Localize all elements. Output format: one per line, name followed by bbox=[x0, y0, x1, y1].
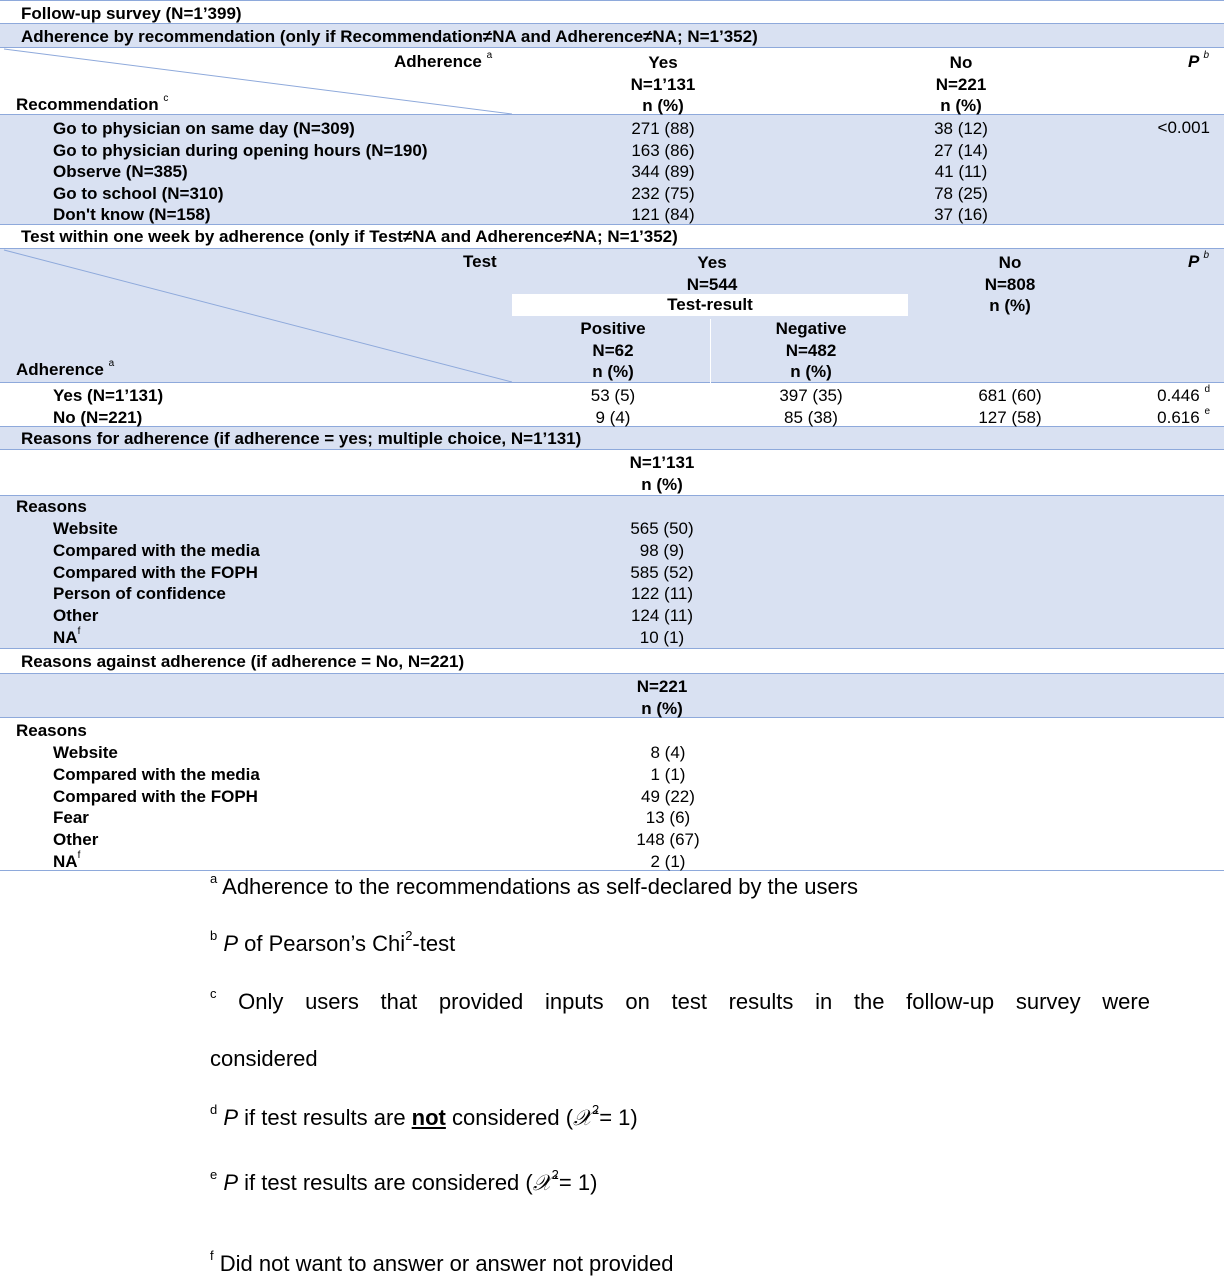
section2-positive-values bbox=[591, 385, 635, 428]
section1-heading: Adherence by recommendation (only if Recommendation≠NA and Adherence≠NA; N=1’352) bbox=[21, 27, 758, 46]
list-item: $NA^f$ bbox=[53, 850, 81, 871]
table-cell: 127 (58) bbox=[978, 407, 1042, 427]
section4-heading: Reasons against adherence (if adherence = No, N=221) bbox=[21, 652, 465, 671]
table-cell: 2 (1) bbox=[650, 851, 686, 871]
list-item: Compared with the FOPH bbox=[53, 562, 258, 582]
section1-no-values bbox=[934, 118, 988, 226]
p-value-header: P $^b$ bbox=[1188, 50, 1210, 71]
table-cell: 681 (60) bbox=[978, 386, 1042, 405]
p-value-cell: 0.616 $^e$ bbox=[1157, 405, 1210, 427]
p-value-cell: <0.001 bbox=[1157, 118, 1210, 137]
count-column-header: N=221 n (%) bbox=[636, 677, 688, 718]
section3-body bbox=[0, 496, 1224, 649]
table-cell: 49 (22) bbox=[641, 786, 695, 806]
section1-yes-values bbox=[631, 118, 694, 226]
positive-column-header: Positive N=62 n (%) bbox=[580, 319, 646, 381]
table-cell: 27 (14) bbox=[934, 140, 988, 160]
table-cell: 1 (1) bbox=[650, 764, 686, 784]
test-col-label: Test bbox=[463, 252, 497, 271]
p-value-cell: 0.446 $^d$ bbox=[1157, 384, 1210, 405]
table-title: Follow-up survey (N=1’399) bbox=[21, 4, 242, 23]
table-title-row bbox=[0, 0, 1224, 24]
section2-labels bbox=[53, 385, 163, 428]
section4-labels bbox=[53, 742, 260, 873]
section1-body bbox=[0, 115, 1224, 225]
list-item: Fear bbox=[53, 808, 89, 828]
section4-header-row bbox=[0, 673, 1224, 718]
table-row-label: Go to school (N=310) bbox=[53, 183, 224, 203]
p-value-header: P $^b$ bbox=[1188, 250, 1210, 271]
table-cell: 565 (50) bbox=[630, 519, 694, 538]
test-result-header: Test-result bbox=[512, 294, 908, 316]
negative-column-header: Negative N=482 n (%) bbox=[775, 319, 847, 381]
table-cell: 9 (4) bbox=[595, 407, 631, 427]
table-cell: 232 (75) bbox=[631, 183, 695, 203]
footnote-d: $^d$ P if test results are not considered (𝒳$^2$= 1) bbox=[210, 1101, 638, 1131]
table-cell: 344 (89) bbox=[631, 162, 695, 182]
table-cell: 148 (67) bbox=[636, 830, 700, 850]
list-item: Person of confidence bbox=[53, 584, 226, 604]
section2-negative-values bbox=[779, 385, 842, 428]
recommendation-row-label: Recommendation $^c$ bbox=[16, 93, 169, 114]
table-cell: 78 (25) bbox=[934, 183, 988, 203]
section1-header-row bbox=[0, 48, 1224, 115]
list-item: Other bbox=[53, 606, 99, 626]
footnote-a: $^a$ Adherence to the recommendations as self-declared by the users bbox=[210, 870, 859, 899]
section1-labels bbox=[53, 118, 428, 226]
table-cell: 38 (12) bbox=[934, 119, 988, 138]
section2-p-values bbox=[1157, 385, 1210, 428]
reasons-group-label: Reasons bbox=[16, 721, 87, 740]
section4-values bbox=[636, 742, 699, 873]
table-cell: 85 (38) bbox=[784, 407, 838, 427]
table-cell: 397 (35) bbox=[779, 386, 843, 405]
list-item: Compared with the media bbox=[53, 540, 260, 560]
no-column-header: No N=221 n (%) bbox=[935, 53, 987, 115]
reasons-group-label: Reasons bbox=[16, 497, 87, 516]
list-item: Compared with the media bbox=[53, 764, 260, 784]
footnote-c: $^c$ Only users that provided inputs on test results in the follow-up survey were considered bbox=[210, 985, 1150, 1071]
column-divider bbox=[710, 319, 711, 383]
table-row-label: Don't know (N=158) bbox=[53, 205, 211, 225]
table-cell: 122 (11) bbox=[630, 584, 694, 604]
yes-column-header: Yes N=544 bbox=[686, 253, 738, 294]
adherence-col-label: Adherence $^a$ bbox=[394, 50, 493, 71]
section3-labels bbox=[53, 518, 260, 649]
list-item: Other bbox=[53, 830, 99, 850]
table-cell: 13 (6) bbox=[645, 808, 691, 828]
table-cell: 585 (52) bbox=[630, 562, 694, 582]
table-row-label: Go to physician during opening hours (N=190) bbox=[53, 140, 428, 160]
table-cell: 41 (11) bbox=[934, 162, 988, 182]
footnote-e: $^e$ P if test results are considered (𝒳$^2$= 1) bbox=[210, 1166, 598, 1196]
yes-column-header: Yes N=1’131 n (%) bbox=[630, 53, 696, 115]
table-cell: 163 (86) bbox=[631, 140, 695, 160]
table-cell: 8 (4) bbox=[650, 743, 686, 762]
list-item: Website bbox=[53, 743, 118, 762]
table-row-label: Go to physician on same day (N=309) bbox=[53, 119, 355, 138]
table-cell: 124 (11) bbox=[630, 606, 694, 626]
footnote-b: $^b$ P of Pearson’s Chi$^2$-test bbox=[210, 927, 456, 956]
table-row-label: Observe (N=385) bbox=[53, 162, 188, 182]
list-item: Website bbox=[53, 519, 118, 538]
table-row-label: No (N=221) bbox=[53, 407, 143, 427]
table-cell: 98 (9) bbox=[639, 540, 685, 560]
list-item: $NA^f$ bbox=[53, 626, 81, 647]
no-column-header: No N=808 n (%) bbox=[984, 253, 1036, 315]
table-cell: 121 (84) bbox=[631, 205, 695, 225]
table-cell: 10 (1) bbox=[639, 627, 685, 647]
section3-header-row bbox=[0, 450, 1224, 496]
section2-heading-row bbox=[0, 225, 1224, 248]
section3-heading-row bbox=[0, 427, 1224, 450]
adherence-row-label: Adherence $^a$ bbox=[16, 358, 115, 379]
section3-values bbox=[630, 518, 693, 649]
footnote-f: $^f$ Did not want to answer or answer not provided bbox=[210, 1247, 674, 1276]
section2-no-values bbox=[978, 385, 1041, 428]
count-column-header: N=1’131 n (%) bbox=[629, 453, 695, 494]
list-item: Compared with the FOPH bbox=[53, 786, 258, 806]
section2-body bbox=[0, 383, 1224, 427]
table-cell: 53 (5) bbox=[590, 386, 636, 405]
section1-heading-row bbox=[0, 24, 1224, 48]
section4-body bbox=[0, 718, 1224, 871]
section2-header-row bbox=[0, 248, 1224, 383]
section4-heading-row bbox=[0, 649, 1224, 673]
section2-heading: Test within one week by adherence (only if Test≠NA and Adherence≠NA; N=1’352) bbox=[21, 227, 678, 246]
table-cell: 37 (16) bbox=[934, 205, 988, 225]
table-cell: 271 (88) bbox=[631, 119, 695, 138]
section3-heading: Reasons for adherence (if adherence = yes; multiple choice, N=1’131) bbox=[21, 429, 582, 448]
table-row-label: Yes (N=1’131) bbox=[53, 386, 164, 405]
